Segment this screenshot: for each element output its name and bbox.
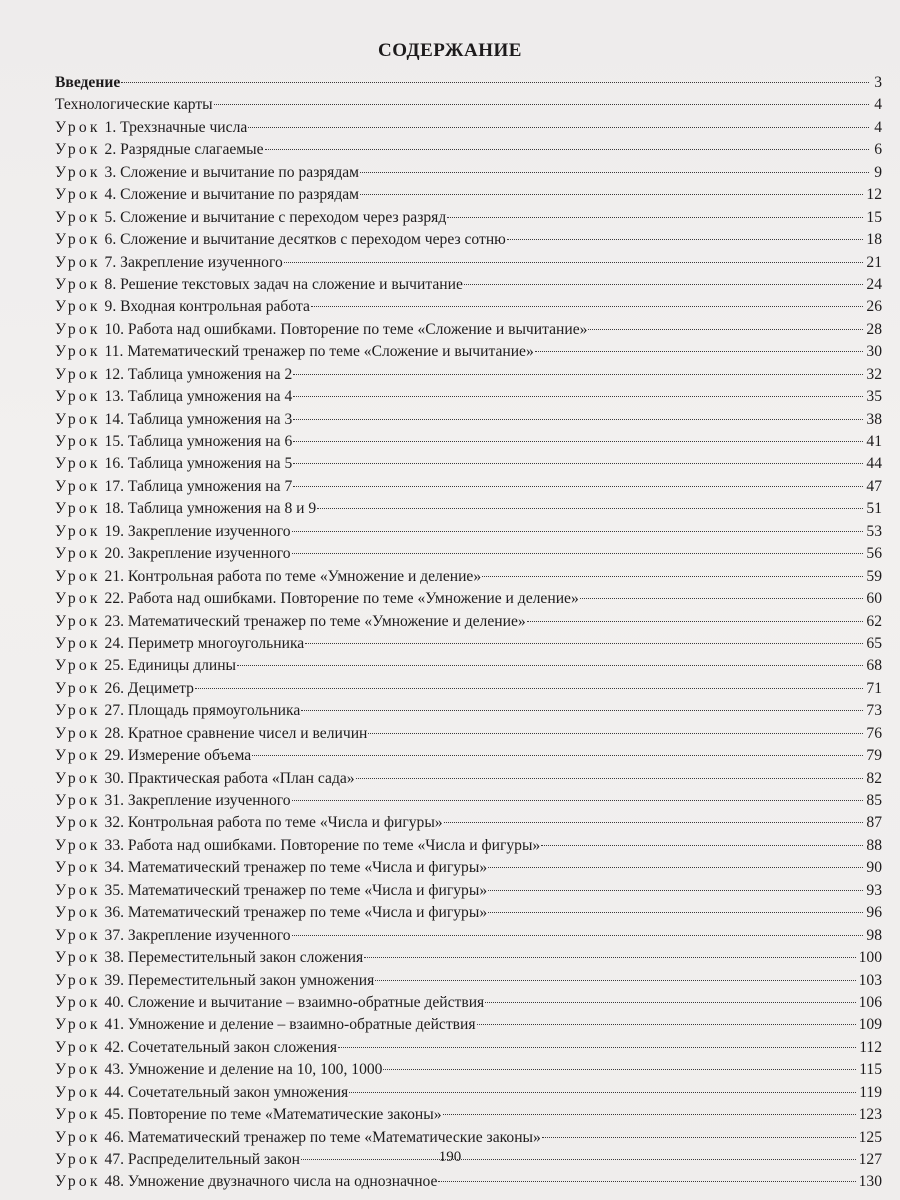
toc-entry-label: Урок 8. Решение текстовых задач на сложение и вычитание: [55, 275, 463, 293]
toc-entry: [55, 162, 882, 184]
dot-leader: [265, 149, 869, 150]
toc-entry-page: 30: [866, 343, 882, 361]
toc-entry-page: 109: [858, 1016, 882, 1034]
toc-entry: [55, 274, 882, 296]
dot-leader: [375, 980, 855, 981]
toc-entry: [55, 700, 882, 722]
toc-entry: [55, 117, 882, 139]
toc-entry-page: 90: [866, 859, 882, 877]
toc-entry: [55, 409, 882, 431]
toc-entry-page: 71: [866, 679, 882, 697]
toc-entry: [55, 857, 882, 879]
toc-entry: [55, 341, 882, 363]
dot-leader: [293, 463, 863, 464]
toc-entry: [55, 566, 882, 588]
toc-entry: [55, 1104, 882, 1126]
toc-entry-label: Урок 35. Математический тренажер по теме «Числа и фигуры»: [55, 881, 488, 899]
toc-entry-label: Урок 2. Разрядные слагаемые: [55, 141, 264, 159]
dot-leader: [292, 800, 864, 801]
dot-leader: [360, 172, 869, 173]
toc-entry: [55, 678, 882, 700]
toc-entry-label: Урок 20. Закрепление изученного: [55, 545, 291, 563]
toc-entry-page: 65: [866, 634, 882, 652]
toc-entry-label: Урок 42. Сочетательный закон сложения: [55, 1038, 338, 1056]
toc-entry-page: 28: [866, 320, 882, 338]
toc-entry-label: Урок 4. Сложение и вычитание по разрядам: [55, 186, 360, 204]
dot-leader: [482, 576, 863, 577]
toc-entry-label: Урок 17. Таблица умножения на 7: [55, 477, 293, 495]
dot-leader: [438, 1181, 855, 1182]
toc-entry: [55, 229, 882, 251]
toc-entry: [55, 947, 882, 969]
toc-entry-page: 18: [866, 231, 882, 249]
toc-entry-page: 87: [866, 814, 882, 832]
toc-entry-label: Урок 27. Площадь прямоугольника: [55, 702, 301, 720]
toc-entry-page: 127: [858, 1151, 882, 1168]
toc-entry-page: 119: [859, 1083, 882, 1101]
dot-leader: [292, 531, 864, 532]
toc-entry: [55, 835, 882, 857]
toc-entry-page: 6: [874, 141, 882, 159]
toc-entry-page: 21: [866, 253, 882, 271]
toc-entry-label: Урок 39. Переместительный закон умножения: [55, 971, 375, 989]
toc-entry: [55, 1171, 882, 1193]
toc-entry-page: 12: [866, 186, 882, 204]
toc-entry-page: 112: [859, 1038, 882, 1056]
toc-entry: [55, 72, 882, 94]
toc-entry: [55, 925, 882, 947]
toc-entry: [55, 252, 882, 274]
toc-entry-label: Урок 13. Таблица умножения на 4: [55, 388, 293, 406]
toc-entry-label: Урок 32. Контрольная работа по теме «Числа и фигуры»: [55, 814, 443, 832]
toc-entry: [55, 453, 882, 475]
toc-entry-label: Урок 1. Трехзначные числа: [55, 118, 248, 136]
dot-leader: [488, 890, 863, 891]
dot-leader: [464, 284, 864, 285]
toc-entry: [55, 431, 882, 453]
toc-entry-label: Урок 6. Сложение и вычитание десятков с переходом через сотню: [55, 231, 506, 249]
toc-entry-label: Урок 10. Работа над ошибками. Повторение по теме «Сложение и вычитание»: [55, 320, 588, 338]
toc-entry: [55, 139, 882, 161]
toc-entry: [55, 812, 882, 834]
toc-entry-page: 88: [866, 836, 882, 854]
toc-entry-page: 79: [866, 747, 882, 765]
toc-entry-page: 44: [866, 455, 882, 473]
toc-entry-label: Урок 11. Математический тренажер по теме «Сложение и вычитание»: [55, 343, 534, 361]
dot-leader: [542, 1137, 856, 1138]
toc-entry-label: Урок 48. Умножение двузначного числа на однозначное: [55, 1173, 438, 1191]
toc-entry-page: 82: [866, 769, 882, 787]
toc-entry-page: 100: [858, 949, 882, 967]
toc-entry-page: 62: [866, 612, 882, 630]
toc-entry-page: 51: [866, 500, 882, 518]
dot-leader: [443, 1114, 856, 1115]
toc-entry-label: Урок 28. Кратное сравнение чисел и величин: [55, 724, 368, 742]
dot-leader: [301, 710, 863, 711]
toc-entry: [55, 386, 882, 408]
toc-entry-page: 38: [866, 410, 882, 428]
dot-leader: [488, 912, 863, 913]
dot-leader: [364, 957, 855, 958]
toc-entry-page: 85: [866, 792, 882, 809]
toc-entry-label: Урок 5. Сложение и вычитание с переходом через разряд: [55, 208, 447, 226]
toc-entry-page: 35: [866, 388, 882, 406]
toc-entry-label: Урок 30. Практическая работа «План сада»: [55, 769, 355, 787]
toc-entry-page: 123: [858, 1106, 882, 1124]
toc-entry-page: 15: [866, 208, 882, 226]
dot-leader: [237, 665, 863, 666]
toc-entry: [55, 992, 882, 1014]
toc-entry-label: Введение: [55, 74, 121, 91]
toc-entry-label: Урок 7. Закрепление изученного: [55, 253, 283, 271]
dot-leader: [356, 778, 864, 779]
dot-leader: [292, 553, 864, 554]
toc-entry: [55, 184, 882, 206]
toc-entry: [55, 902, 882, 924]
toc-entry-label: Урок 33. Работа над ошибками. Повторение по теме «Числа и фигуры»: [55, 836, 541, 854]
toc-entry: [55, 768, 882, 790]
dot-leader: [368, 733, 863, 734]
dot-leader: [541, 845, 863, 846]
toc-entry: [55, 1059, 882, 1081]
dot-leader: [477, 1024, 856, 1025]
toc-entry-page: 96: [866, 904, 882, 922]
toc-entry: [55, 498, 882, 520]
toc-entry-page: 32: [866, 365, 882, 383]
toc-entry: [55, 790, 882, 812]
toc-entry-label: Урок 29. Измерение объема: [55, 747, 252, 765]
dot-leader: [349, 1092, 856, 1093]
toc-entry-label: Урок 34. Математический тренажер по теме «Числа и фигуры»: [55, 859, 488, 877]
toc-entry-page: 115: [859, 1061, 882, 1079]
toc-entry-page: 4: [874, 96, 882, 114]
toc-entry-label: Урок 12. Таблица умножения на 2: [55, 365, 293, 383]
dot-leader: [317, 508, 863, 509]
toc-entry-label: Урок 24. Периметр многоугольника: [55, 634, 305, 652]
table-of-contents: [55, 72, 882, 1194]
toc-entry-page: 98: [866, 926, 882, 944]
toc-entry: [55, 1014, 882, 1036]
dot-leader: [252, 755, 863, 756]
toc-entry: [55, 745, 882, 767]
toc-entry-page: 130: [858, 1173, 882, 1191]
toc-entry: [55, 319, 882, 341]
toc-entry-page: 9: [874, 163, 882, 181]
toc-entry: [55, 633, 882, 655]
toc-entry-page: 59: [866, 567, 882, 585]
toc-entry-label: Урок 38. Переместительный закон сложения: [55, 949, 364, 967]
toc-entry-label: Урок 31. Закрепление изученного: [55, 792, 291, 809]
toc-entry-label: Урок 14. Таблица умножения на 3: [55, 410, 293, 428]
toc-entry-label: Технологические карты: [55, 96, 213, 114]
toc-entry: [55, 94, 882, 116]
dot-leader: [535, 351, 864, 352]
toc-entry-label: Урок 26. Дециметр: [55, 679, 194, 697]
dot-leader: [485, 1002, 855, 1003]
toc-entry: [55, 611, 882, 633]
dot-leader: [293, 374, 863, 375]
dot-leader: [360, 194, 863, 195]
toc-entry: [55, 1037, 882, 1059]
toc-entry-label: Урок 25. Единицы длины: [55, 657, 237, 675]
dot-leader: [580, 598, 864, 599]
page-number: 190: [438, 1149, 462, 1165]
dot-leader: [507, 239, 864, 240]
toc-entry-page: 106: [858, 993, 882, 1011]
toc-entry-label: Урок 36. Математический тренажер по теме «Числа и фигуры»: [55, 904, 488, 922]
toc-entry-page: 93: [866, 881, 882, 899]
toc-entry: [55, 1082, 882, 1104]
toc-entry: [55, 521, 882, 543]
dot-leader: [383, 1069, 856, 1070]
toc-entry-label: Урок 41. Умножение и деление – взаимно-обратные действия: [55, 1016, 476, 1034]
toc-entry-page: 3: [874, 74, 882, 91]
toc-entry-page: 53: [866, 522, 882, 540]
dot-leader: [293, 396, 863, 397]
dot-leader: [214, 104, 869, 105]
dot-leader: [293, 419, 863, 420]
dot-leader: [284, 262, 864, 263]
toc-entry-label: Урок 37. Закрепление изученного: [55, 926, 291, 944]
dot-leader: [293, 441, 863, 442]
toc-entry-label: Урок 18. Таблица умножения на 8 и 9: [55, 500, 317, 518]
toc-entry-label: Урок 46. Математический тренажер по теме «Математические законы»: [55, 1128, 541, 1146]
toc-entry-label: Урок 9. Входная контрольная работа: [55, 298, 310, 316]
toc-entry: [55, 207, 882, 229]
toc-entry-label: Урок 15. Таблица умножения на 6: [55, 433, 293, 450]
dot-leader: [248, 127, 869, 128]
dot-leader: [488, 867, 863, 868]
dot-leader: [338, 1047, 856, 1048]
toc-entry: [55, 588, 882, 610]
dot-leader: [121, 82, 869, 83]
toc-entry-label: Урок 19. Закрепление изученного: [55, 522, 291, 540]
toc-entry: [55, 296, 882, 318]
toc-entry-label: Урок 3. Сложение и вычитание по разрядам: [55, 163, 360, 181]
toc-entry: [55, 655, 882, 677]
toc-entry: [55, 723, 882, 745]
toc-entry-page: 4: [874, 118, 882, 136]
toc-entry-page: 76: [866, 724, 882, 742]
toc-entry: [55, 970, 882, 992]
dot-leader: [447, 217, 863, 218]
dot-leader: [292, 935, 864, 936]
page-title: СОДЕРЖАНИЕ: [378, 40, 522, 61]
toc-entry-label: Урок 21. Контрольная работа по теме «Умножение и деление»: [55, 567, 482, 585]
toc-entry-label: Урок 22. Работа над ошибками. Повторение по теме «Умножение и деление»: [55, 590, 579, 608]
toc-entry-page: 41: [866, 433, 882, 450]
toc-entry-label: Урок 43. Умножение и деление на 10, 100, 1000: [55, 1061, 383, 1079]
dot-leader: [293, 486, 863, 487]
toc-entry-label: Урок 47. Распределительный закон: [55, 1151, 300, 1168]
toc-entry-page: 103: [858, 971, 882, 989]
toc-entry-label: Урок 45. Повторение по теме «Математические законы»: [55, 1106, 442, 1124]
toc-entry-page: 68: [866, 657, 882, 675]
dot-leader: [588, 329, 863, 330]
dot-leader: [527, 621, 864, 622]
toc-entry-page: 60: [866, 590, 882, 608]
dot-leader: [305, 643, 863, 644]
toc-entry: [55, 543, 882, 565]
toc-entry: [55, 476, 882, 498]
toc-entry-page: 125: [858, 1128, 882, 1146]
toc-entry-page: 73: [866, 702, 882, 720]
toc-entry: [55, 1127, 882, 1149]
toc-entry: [55, 364, 882, 386]
toc-entry: [55, 880, 882, 902]
toc-entry-label: Урок 16. Таблица умножения на 5: [55, 455, 293, 473]
dot-leader: [195, 688, 863, 689]
toc-entry-page: 26: [866, 298, 882, 316]
toc-entry-page: 24: [866, 275, 882, 293]
toc-entry-page: 56: [866, 545, 882, 563]
toc-entry-label: Урок 23. Математический тренажер по теме «Умножение и деление»: [55, 612, 526, 630]
dot-leader: [444, 822, 864, 823]
dot-leader: [311, 306, 864, 307]
toc-entry-label: Урок 44. Сочетательный закон умножения: [55, 1083, 349, 1101]
toc-entry-label: Урок 40. Сложение и вычитание – взаимно-обратные действия: [55, 993, 485, 1011]
toc-entry-page: 47: [866, 477, 882, 495]
